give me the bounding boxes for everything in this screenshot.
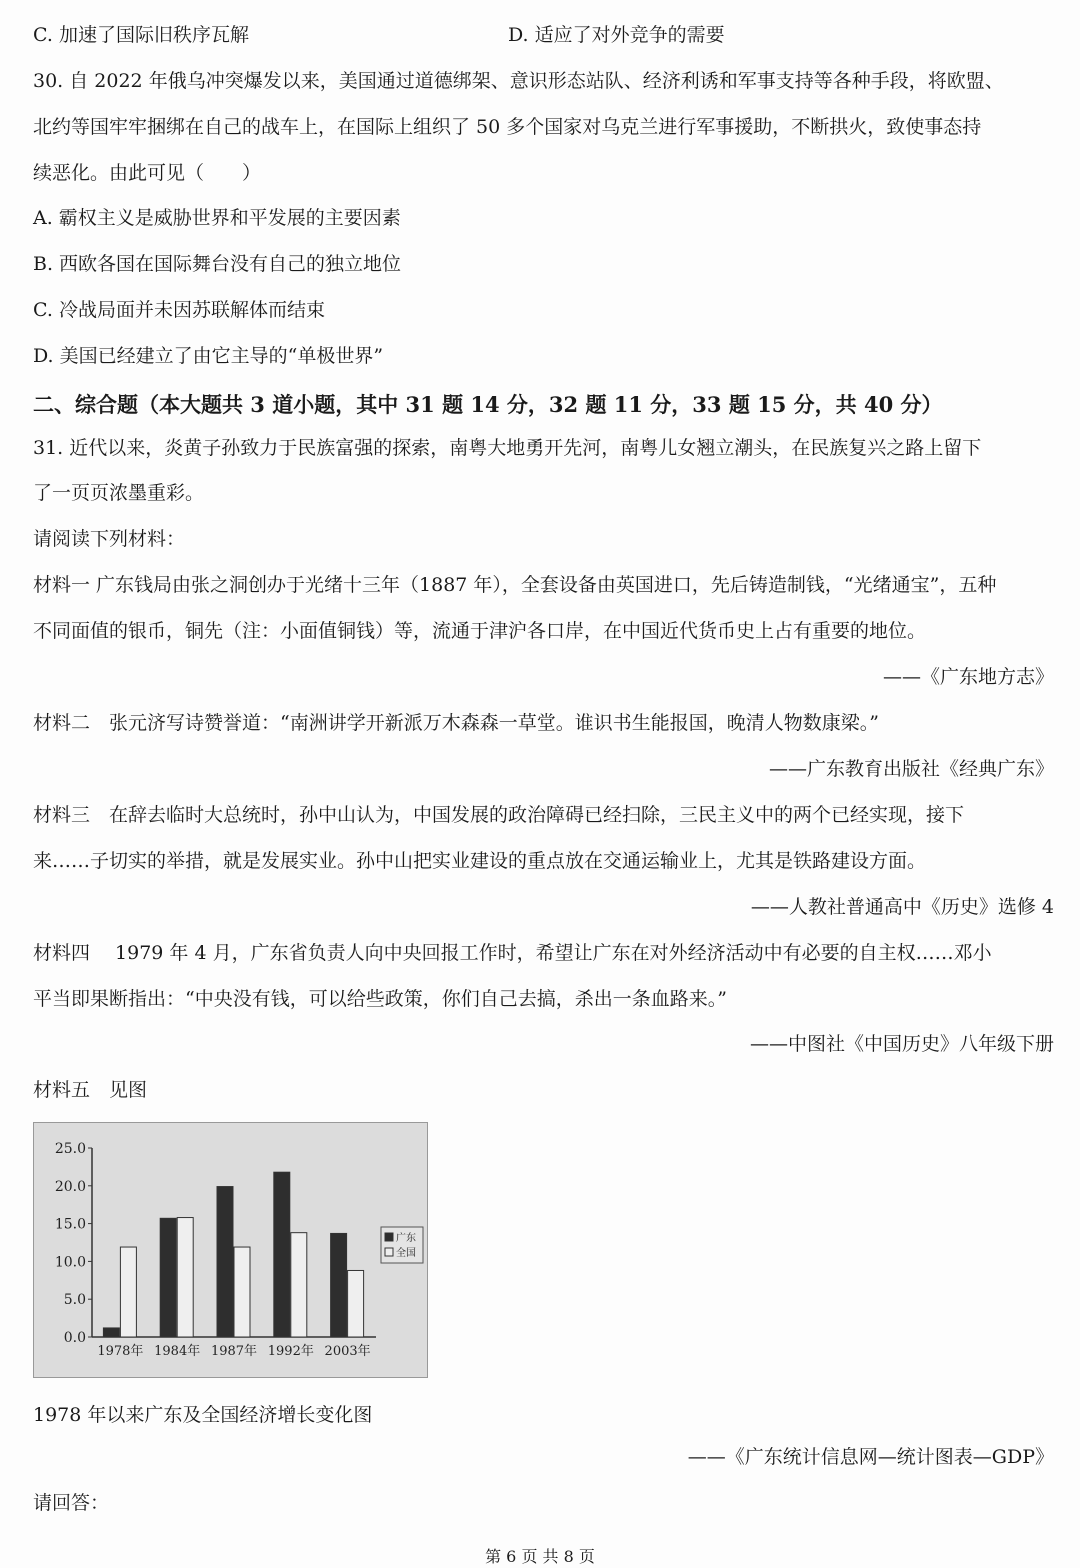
y-tick-label: 10.0 [54,1254,86,1271]
bar-guangdong [160,1218,176,1337]
bar-national [348,1270,364,1337]
bar-national [234,1247,250,1337]
q29-option-d: D. 适应了对外竞争的需要 [508,24,725,46]
legend-label: 全国 [396,1248,416,1259]
material-2-source: ——广东教育出版社《经典广东》 [768,758,1054,780]
x-tick-label: 1987年 [210,1344,258,1359]
q31-intro-line-1: 31. 近代以来，炎黄子孙致力于民族富强的探索，南粤大地勇开先河，南粤儿女翘立潮头，在民族复兴之路上留下 [33,437,982,459]
bar-national [177,1218,193,1337]
legend-swatch [385,1233,393,1241]
q30-option-b: B. 西欧各国在国际舞台没有自己的独立地位 [33,253,402,275]
q30-option-d: D. 美国已经建立了由它主导的“单极世界” [33,345,384,367]
page-footer: 第 6 页 共 8 页 [485,1547,595,1566]
material-4-source: ——中图社《中国历史》八年级下册 [749,1033,1054,1055]
bar-guangdong [103,1328,119,1337]
x-tick-label: 1984年 [154,1344,201,1359]
bar-guangdong [217,1187,233,1337]
answer-prompt: 请回答： [33,1492,110,1514]
material-3-source: ——人教社普通高中《历史》选修 4 [750,896,1054,918]
material-3-line-2: 来……子切实的举措，就是发展实业。孙中山把实业建设的重点放在交通运输业上，尤其是铁路建设方面。 [33,850,927,872]
chart-caption: 1978 年以来广东及全国经济增长变化图 [33,1404,373,1426]
bar-guangdong [274,1172,290,1337]
material-4-line-1: 材料四 1979 年 4 月，广东省负责人向中央回报工作时，希望让广东在对外经济活动中有必要的自主权……邓小 [33,942,992,964]
q30-option-c: C. 冷战局面并未因苏联解体而结束 [33,299,325,321]
chart-source: ——《广东统计信息网—统计图表—GDP》 [687,1446,1054,1468]
x-tick-label: 2003年 [324,1344,371,1359]
material-5: 材料五 见图 [33,1079,148,1101]
y-tick-label: 20.0 [54,1178,86,1195]
gdp-growth-chart [33,1122,428,1378]
read-prompt: 请阅读下列材料： [33,528,186,550]
material-1-source: ——《广东地方志》 [882,666,1054,688]
legend-swatch [385,1248,393,1256]
q30-stem-line-3: 续恶化。由此可见（ ） [33,162,262,184]
material-1-line-2: 不同面值的银币，铜先（注：小面值铜钱）等，流通于津沪各口岸，在中国近代货币史上占有重要的地位。 [33,620,927,642]
section-2-title: 二、综合题（本大题共 3 道小题，其中 31 题 14 分，32 题 11 分，33 题 15 分，共 40 分） [33,392,943,417]
material-2: 材料二 张元济写诗赞誉道：“南洲讲学开新派万木森森一草堂。谁识书生能报国，晚清人物数康梁。” [33,712,879,734]
q29-option-c: C. 加速了国际旧秩序瓦解 [33,24,249,46]
q31-intro-line-2: 了一页页浓墨重彩。 [33,482,205,504]
material-1-line-1: 材料一 广东钱局由张之洞创办于光绪十三年（1887 年），全套设备由英国进口，先后铸造制钱，“光绪通宝”，五种 [33,574,997,596]
bar-guangdong [331,1233,347,1337]
chart-canvas [34,1123,427,1377]
y-tick-label: 15.0 [54,1216,86,1233]
legend-label: 广东 [396,1233,416,1244]
q30-stem-line-2: 北约等国牢牢捆绑在自己的战车上，在国际上组织了 50 多个国家对乌克兰进行军事援助，不断拱火，致使事态持 [33,116,982,138]
x-tick-label: 1992年 [267,1344,314,1359]
material-3-line-1: 材料三 在辞去临时大总统时，孙中山认为，中国发展的政治障碍已经扫除，三民主义中的两个已经实现，接下 [33,804,965,826]
bar-national [291,1233,307,1337]
y-tick-label: 0.0 [63,1330,86,1346]
bar-national [120,1247,136,1337]
q30-option-a: A. 霸权主义是威胁世界和平发展的主要因素 [33,207,401,229]
q30-stem-line-1: 30. 自 2022 年俄乌冲突爆发以来，美国通过道德绑架、意识形态站队、经济利诱和军事支持等各种手段，将欧盟、 [33,70,1004,92]
x-tick-label: 1978年 [97,1344,144,1359]
material-4-line-2: 平当即果断指出：“中央没有钱，可以给些政策，你们自己去搞，杀出一条血路来。” [33,988,727,1010]
y-tick-label: 25.0 [54,1141,86,1157]
y-tick-label: 5.0 [63,1292,86,1309]
